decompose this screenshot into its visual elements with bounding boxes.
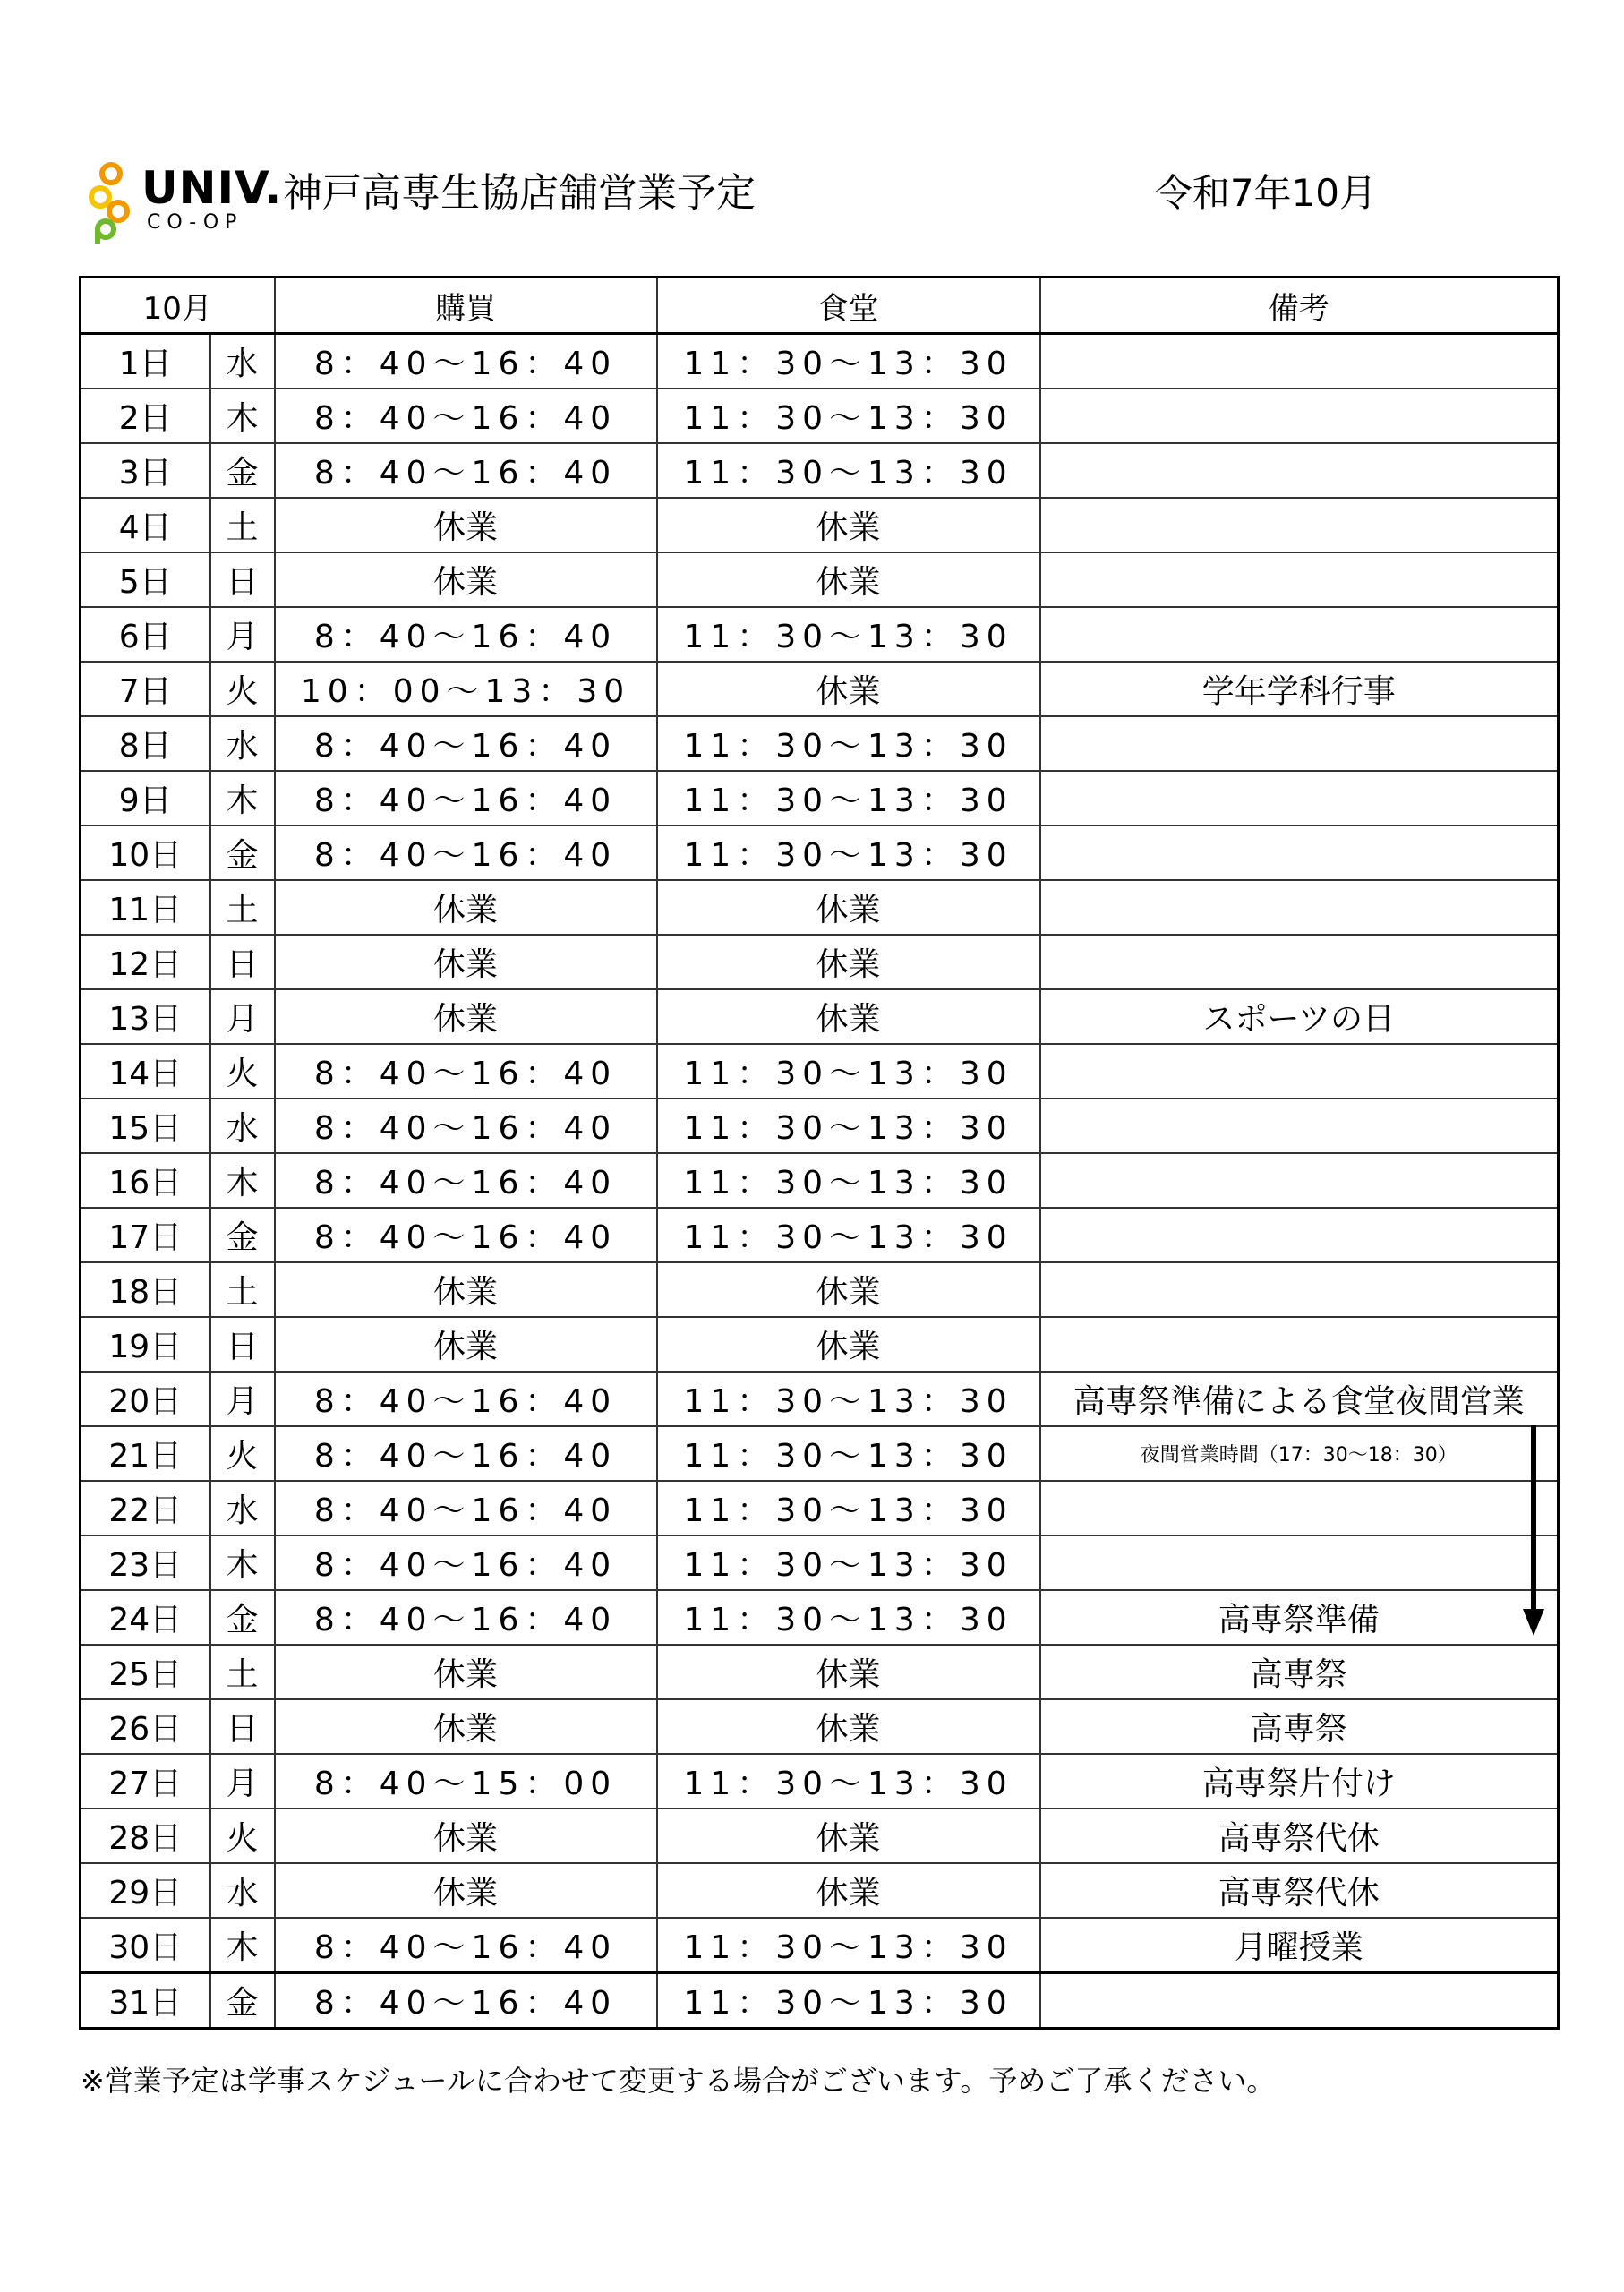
weekday-cell: 木 — [210, 1918, 275, 1973]
coop-circles-icon — [88, 161, 141, 244]
shop-hours-cell: 8：40～16：40 — [275, 1372, 657, 1426]
logo-univ-text: UNIV. — [141, 162, 283, 214]
day-cell: 25日 — [81, 1645, 210, 1699]
weekday-cell: 金 — [210, 443, 275, 498]
table-row — [81, 498, 1559, 552]
weekday-cell: 火 — [210, 662, 275, 716]
day-cell: 13日 — [81, 989, 210, 1044]
cafeteria-hours-cell: 11：30～13：30 — [657, 716, 1040, 771]
note-cell — [1040, 1208, 1559, 1262]
note-cell — [1040, 771, 1559, 825]
document-date: 令和7年10月 — [1154, 171, 1377, 215]
note-cell — [1040, 607, 1559, 662]
day-cell: 14日 — [81, 1044, 210, 1099]
table-row — [81, 1809, 1559, 1863]
table-row — [81, 1372, 1559, 1426]
day-cell: 30日 — [81, 1918, 210, 1973]
note-cell — [1040, 935, 1559, 989]
day-cell: 22日 — [81, 1481, 210, 1535]
shop-hours-cell: 8：40～16：40 — [275, 1044, 657, 1099]
weekday-cell: 火 — [210, 1426, 275, 1481]
note-cell — [1040, 1535, 1559, 1590]
shop-hours-cell: 8：40～16：40 — [275, 1590, 657, 1645]
day-cell: 28日 — [81, 1809, 210, 1863]
weekday-cell: 火 — [210, 1044, 275, 1099]
cafeteria-hours-cell: 11：30～13：30 — [657, 1918, 1040, 1973]
day-cell: 4日 — [81, 498, 210, 552]
note-cell — [1040, 1973, 1559, 2029]
cafeteria-hours-cell: 11：30～13：30 — [657, 1044, 1040, 1099]
shop-hours-cell: 8：40～16：40 — [275, 1535, 657, 1590]
note-cell — [1040, 825, 1559, 880]
weekday-cell: 土 — [210, 1262, 275, 1317]
table-row — [81, 1863, 1559, 1918]
weekday-cell: 土 — [210, 498, 275, 552]
shop-hours-cell: 休業 — [275, 880, 657, 935]
table-row — [81, 935, 1559, 989]
cafeteria-hours-cell: 11：30～13：30 — [657, 771, 1040, 825]
cafeteria-hours-cell: 11：30～13：30 — [657, 825, 1040, 880]
weekday-cell: 水 — [210, 1481, 275, 1535]
weekday-cell: 月 — [210, 1372, 275, 1426]
weekday-cell: 木 — [210, 771, 275, 825]
weekday-cell: 火 — [210, 1809, 275, 1863]
shop-hours-cell: 8：40～16：40 — [275, 1918, 657, 1973]
weekday-cell: 金 — [210, 1590, 275, 1645]
table-row — [81, 607, 1559, 662]
shop-hours-cell: 8：40～16：40 — [275, 389, 657, 443]
cafeteria-hours-cell: 11：30～13：30 — [657, 1372, 1040, 1426]
table-row — [81, 1918, 1559, 1973]
shop-hours-cell: 休業 — [275, 1262, 657, 1317]
note-cell — [1040, 1099, 1559, 1153]
schedule-table — [79, 276, 1560, 2030]
day-cell: 27日 — [81, 1754, 210, 1809]
table-row — [81, 1481, 1559, 1535]
cafeteria-hours-cell: 11：30～13：30 — [657, 1099, 1040, 1153]
day-cell: 7日 — [81, 662, 210, 716]
cafeteria-hours-cell: 11：30～13：30 — [657, 389, 1040, 443]
cafeteria-hours-cell: 11：30～13：30 — [657, 1754, 1040, 1809]
table-row — [81, 389, 1559, 443]
note-cell — [1040, 1317, 1559, 1372]
table-row — [81, 1973, 1559, 2029]
weekday-cell: 水 — [210, 1099, 275, 1153]
table-row — [81, 552, 1559, 607]
cafeteria-hours-cell: 11：30～13：30 — [657, 1426, 1040, 1481]
day-cell: 10日 — [81, 825, 210, 880]
footnote: ※営業予定は学事スケジュールに合わせて変更する場合がございます。予めご了承ください。 — [81, 2064, 1276, 2098]
day-cell: 21日 — [81, 1426, 210, 1481]
shop-hours-cell: 8：40～16：40 — [275, 1481, 657, 1535]
cafeteria-hours-cell: 休業 — [657, 1863, 1040, 1918]
weekday-cell: 金 — [210, 825, 275, 880]
schedule-body — [81, 334, 1559, 2029]
table-row — [81, 1535, 1559, 1590]
day-cell: 12日 — [81, 935, 210, 989]
shop-hours-cell: 8：40～16：40 — [275, 716, 657, 771]
note-cell — [1040, 334, 1559, 389]
weekday-cell: 木 — [210, 1153, 275, 1208]
note-cell — [1040, 1481, 1559, 1535]
shop-hours-cell: 休業 — [275, 1809, 657, 1863]
shop-hours-cell: 8：40～16：40 — [275, 607, 657, 662]
day-cell: 17日 — [81, 1208, 210, 1262]
day-cell: 11日 — [81, 880, 210, 935]
day-cell: 19日 — [81, 1317, 210, 1372]
day-cell: 24日 — [81, 1590, 210, 1645]
cafeteria-hours-cell: 休業 — [657, 989, 1040, 1044]
day-cell: 18日 — [81, 1262, 210, 1317]
cafeteria-hours-cell: 11：30～13：30 — [657, 1590, 1040, 1645]
cafeteria-hours-cell: 休業 — [657, 1262, 1040, 1317]
cafeteria-hours-cell: 11：30～13：30 — [657, 607, 1040, 662]
shop-hours-cell: 8：40～15：00 — [275, 1754, 657, 1809]
table-row — [81, 443, 1559, 498]
cafeteria-hours-cell: 休業 — [657, 1317, 1040, 1372]
shop-hours-cell: 8：40～16：40 — [275, 1208, 657, 1262]
cafeteria-column-header: 食堂 — [657, 278, 1040, 334]
shop-hours-cell: 休業 — [275, 1317, 657, 1372]
page-header — [88, 161, 1484, 260]
cafeteria-hours-cell: 休業 — [657, 662, 1040, 716]
down-arrow-icon — [1520, 1425, 1547, 1640]
shop-hours-cell: 8：40～16：40 — [275, 1153, 657, 1208]
logo-coop-text: CO-OP — [147, 211, 244, 234]
day-cell: 9日 — [81, 771, 210, 825]
note-cell: 高専祭 — [1040, 1699, 1559, 1754]
note-cell: 高専祭準備 — [1040, 1590, 1559, 1645]
month-header: 10月 — [81, 278, 275, 334]
table-row — [81, 1590, 1559, 1645]
weekday-cell: 土 — [210, 1645, 275, 1699]
note-cell — [1040, 716, 1559, 771]
note-cell — [1040, 552, 1559, 607]
day-cell: 16日 — [81, 1153, 210, 1208]
shop-hours-cell: 休業 — [275, 552, 657, 607]
weekday-cell: 月 — [210, 1754, 275, 1809]
day-cell: 5日 — [81, 552, 210, 607]
table-row — [81, 1426, 1559, 1481]
note-cell — [1040, 1044, 1559, 1099]
day-cell: 26日 — [81, 1699, 210, 1754]
shop-hours-cell: 8：40～16：40 — [275, 1973, 657, 2029]
weekday-cell: 日 — [210, 1699, 275, 1754]
table-row — [81, 989, 1559, 1044]
table-row — [81, 1044, 1559, 1099]
weekday-cell: 日 — [210, 935, 275, 989]
table-row — [81, 1208, 1559, 1262]
cafeteria-hours-cell: 11：30～13：30 — [657, 1153, 1040, 1208]
cafeteria-hours-cell: 11：30～13：30 — [657, 1481, 1040, 1535]
note-cell — [1040, 443, 1559, 498]
cafeteria-hours-cell: 休業 — [657, 880, 1040, 935]
shop-hours-cell: 8：40～16：40 — [275, 825, 657, 880]
cafeteria-hours-cell: 休業 — [657, 935, 1040, 989]
day-cell: 1日 — [81, 334, 210, 389]
shop-hours-cell: 8：40～16：40 — [275, 1426, 657, 1481]
note-cell: 高専祭片付け — [1040, 1754, 1559, 1809]
weekday-cell: 日 — [210, 552, 275, 607]
note-cell — [1040, 1153, 1559, 1208]
day-cell: 3日 — [81, 443, 210, 498]
weekday-cell: 月 — [210, 989, 275, 1044]
weekday-cell: 水 — [210, 716, 275, 771]
shop-hours-cell: 休業 — [275, 498, 657, 552]
day-cell: 6日 — [81, 607, 210, 662]
table-row — [81, 716, 1559, 771]
day-cell: 29日 — [81, 1863, 210, 1918]
table-row — [81, 1754, 1559, 1809]
cafeteria-hours-cell: 休業 — [657, 1809, 1040, 1863]
weekday-cell: 土 — [210, 880, 275, 935]
day-cell: 20日 — [81, 1372, 210, 1426]
shop-hours-cell: 8：40～16：40 — [275, 771, 657, 825]
cafeteria-hours-cell: 11：30～13：30 — [657, 1535, 1040, 1590]
cafeteria-hours-cell: 休業 — [657, 1645, 1040, 1699]
shop-hours-cell: 10：00～13：30 — [275, 662, 657, 716]
table-row — [81, 1699, 1559, 1754]
table-row — [81, 334, 1559, 389]
day-cell: 23日 — [81, 1535, 210, 1590]
cafeteria-hours-cell: 11：30～13：30 — [657, 443, 1040, 498]
shop-hours-cell: 休業 — [275, 1699, 657, 1754]
weekday-cell: 金 — [210, 1973, 275, 2029]
day-cell: 31日 — [81, 1973, 210, 2029]
shop-hours-cell: 休業 — [275, 1863, 657, 1918]
day-cell: 15日 — [81, 1099, 210, 1153]
weekday-cell: 水 — [210, 1863, 275, 1918]
note-cell: スポーツの日 — [1040, 989, 1559, 1044]
note-cell: 学年学科行事 — [1040, 662, 1559, 716]
shop-hours-cell: 休業 — [275, 935, 657, 989]
weekday-cell: 水 — [210, 334, 275, 389]
table-row — [81, 825, 1559, 880]
note-cell: 月曜授業 — [1040, 1918, 1559, 1973]
note-cell: 高専祭代休 — [1040, 1809, 1559, 1863]
univ-coop-logo — [88, 161, 283, 242]
shop-hours-cell: 8：40～16：40 — [275, 334, 657, 389]
shop-hours-cell: 休業 — [275, 1645, 657, 1699]
shop-hours-cell: 8：40～16：40 — [275, 1099, 657, 1153]
table-row — [81, 1645, 1559, 1699]
table-row — [81, 662, 1559, 716]
page-title: 神戸高専生協店舗営業予定 — [283, 170, 756, 216]
note-cell: 高専祭代休 — [1040, 1863, 1559, 1918]
note-cell: 高専祭 — [1040, 1645, 1559, 1699]
weekday-cell: 木 — [210, 1535, 275, 1590]
table-row — [81, 1153, 1559, 1208]
cafeteria-hours-cell: 休業 — [657, 498, 1040, 552]
shop-hours-cell: 8：40～16：40 — [275, 443, 657, 498]
notes-column-header: 備考 — [1040, 278, 1559, 334]
table-row — [81, 1099, 1559, 1153]
note-cell — [1040, 389, 1559, 443]
note-cell — [1040, 880, 1559, 935]
day-cell: 2日 — [81, 389, 210, 443]
weekday-cell: 日 — [210, 1317, 275, 1372]
cafeteria-hours-cell: 休業 — [657, 552, 1040, 607]
table-row — [81, 1317, 1559, 1372]
note-cell — [1040, 1262, 1559, 1317]
table-header-row — [81, 278, 1559, 334]
weekday-cell: 月 — [210, 607, 275, 662]
cafeteria-hours-cell: 11：30～13：30 — [657, 1973, 1040, 2029]
cafeteria-hours-cell: 11：30～13：30 — [657, 334, 1040, 389]
day-cell: 8日 — [81, 716, 210, 771]
cafeteria-hours-cell: 休業 — [657, 1699, 1040, 1754]
weekday-cell: 金 — [210, 1208, 275, 1262]
note-cell: 高専祭準備による食堂夜間営業 — [1040, 1372, 1559, 1426]
cafeteria-hours-cell: 11：30～13：30 — [657, 1208, 1040, 1262]
shop-hours-cell: 休業 — [275, 989, 657, 1044]
table-row — [81, 880, 1559, 935]
table-row — [81, 771, 1559, 825]
table-row — [81, 1262, 1559, 1317]
note-cell: 夜間営業時間（17：30～18：30） — [1040, 1426, 1559, 1481]
note-cell — [1040, 498, 1559, 552]
weekday-cell: 木 — [210, 389, 275, 443]
shop-column-header: 購買 — [275, 278, 657, 334]
